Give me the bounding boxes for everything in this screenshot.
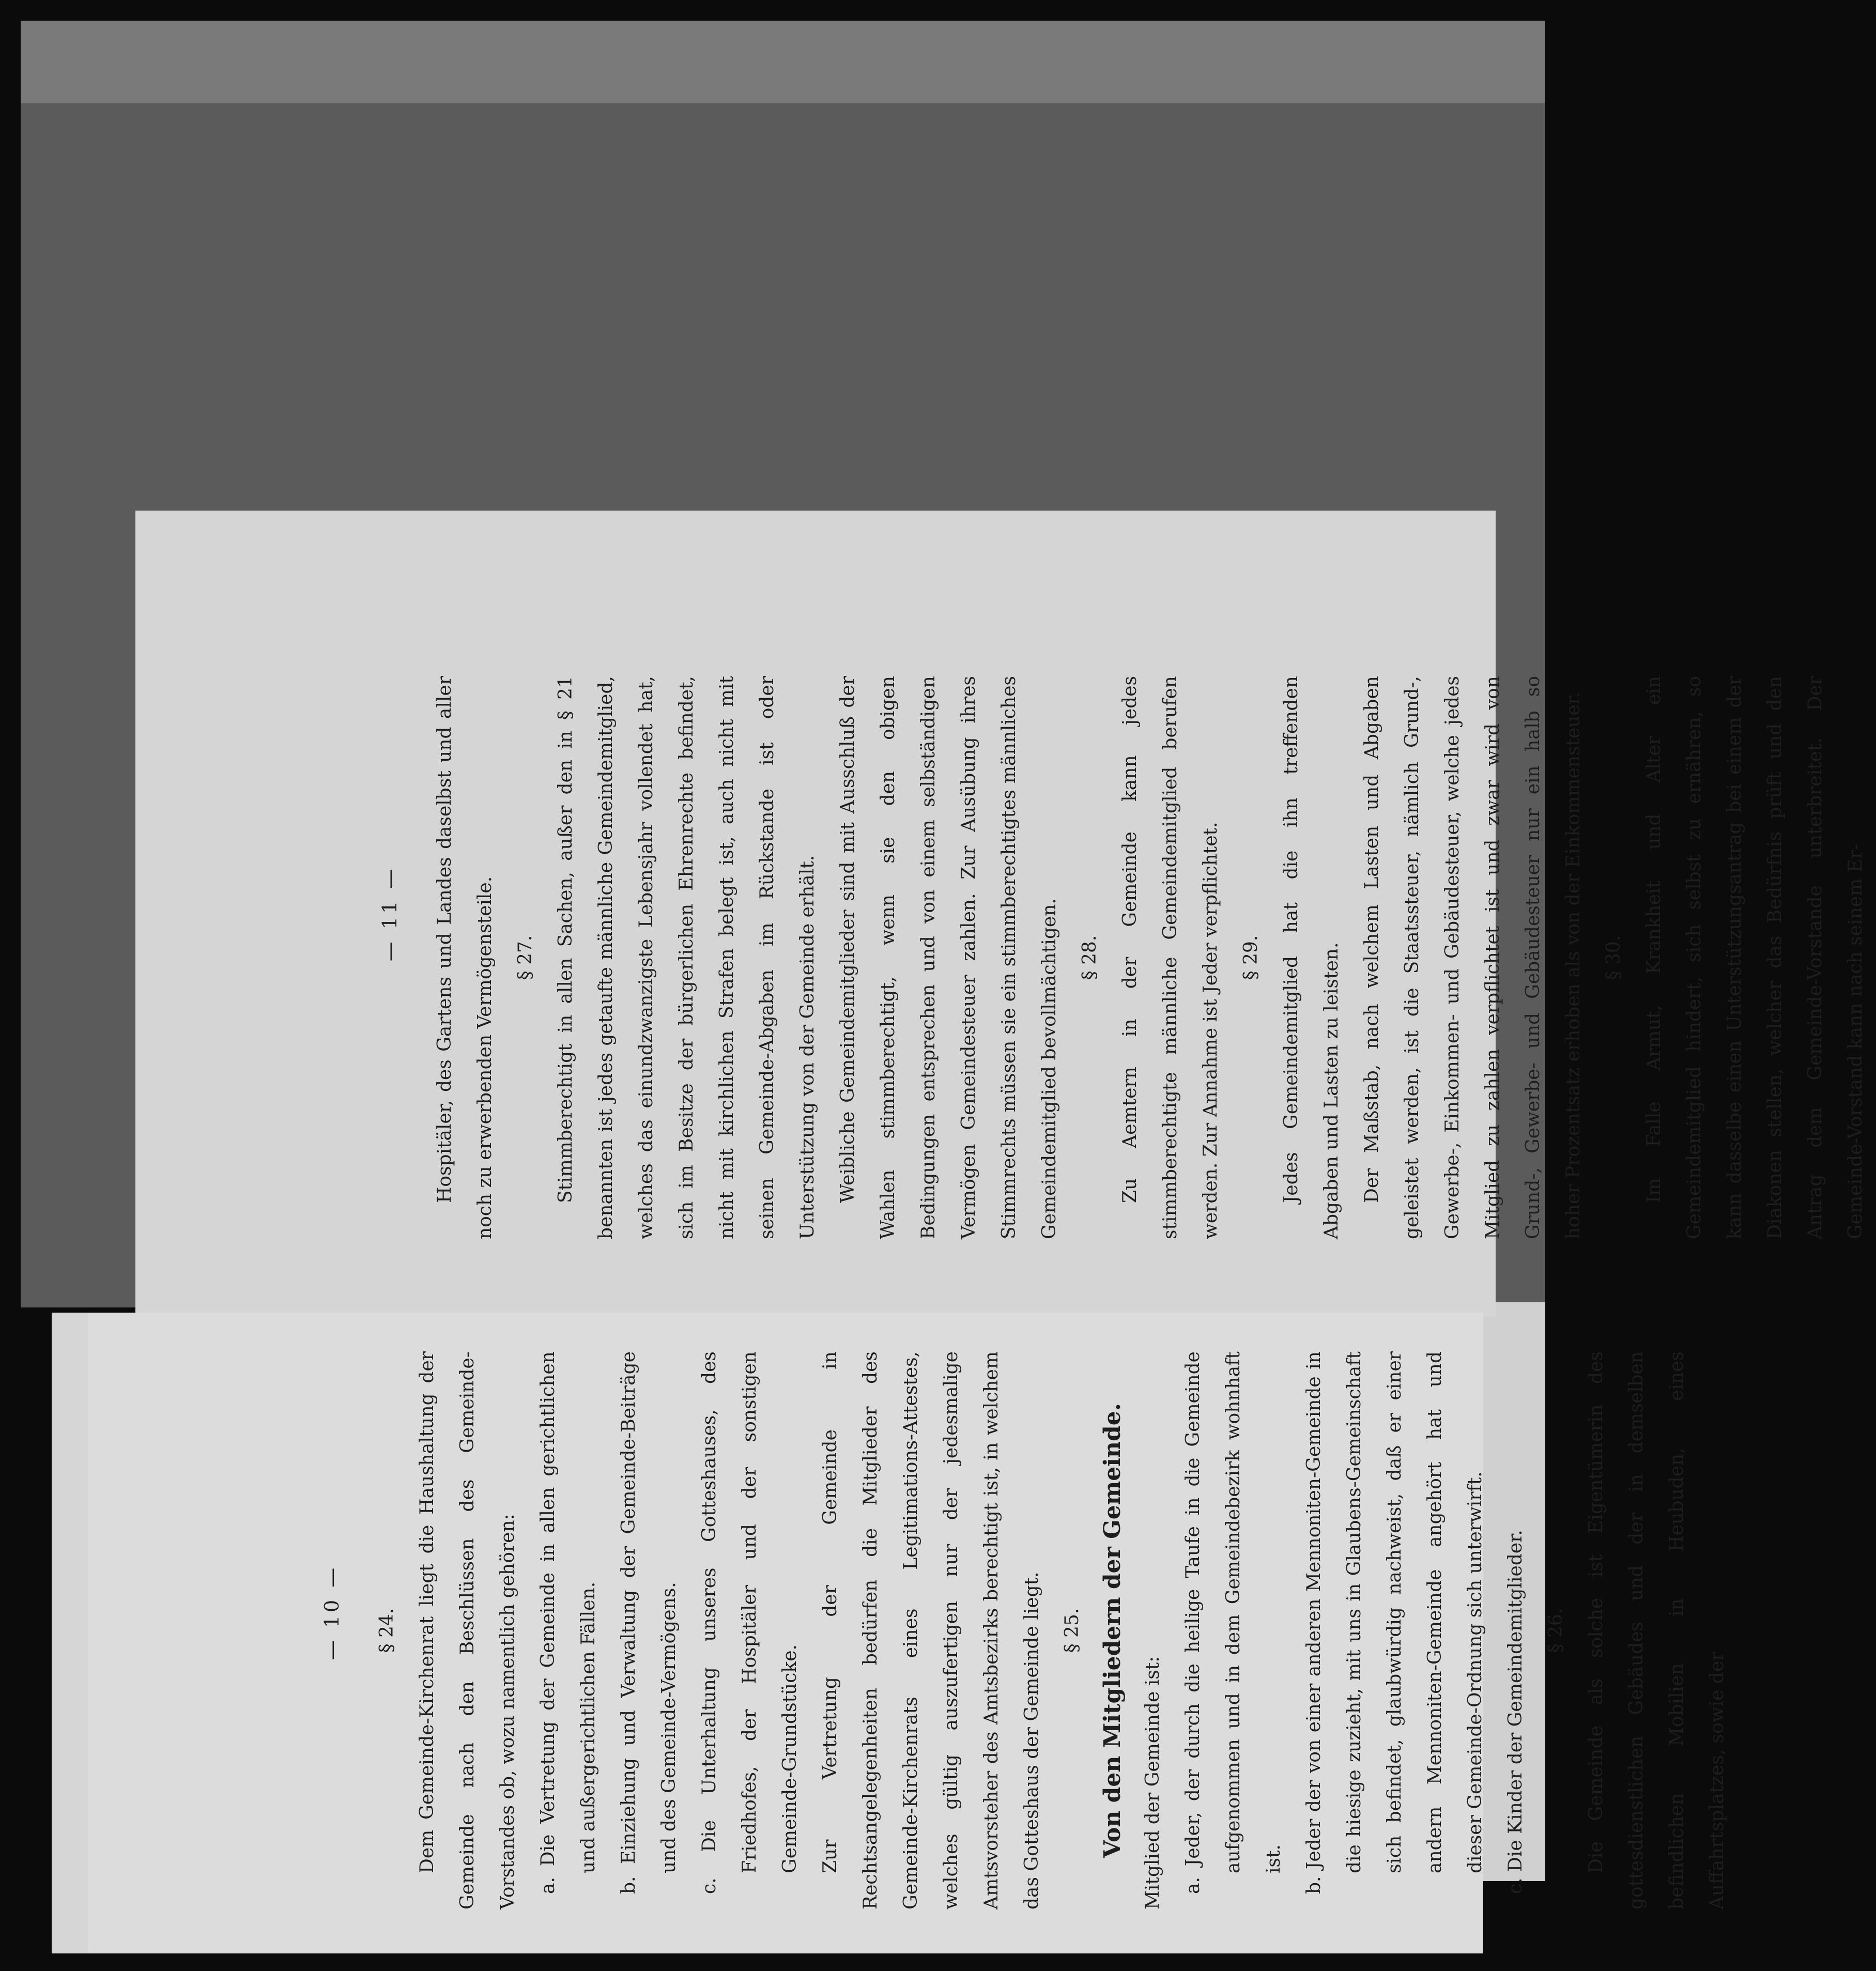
section-number: § 29. [1240,935,1262,980]
paragraph: Zur Vertretung der Gemeinde in Rechtsangelegenheiten bedürfen die Mitglieder des Gemeinde-Kirchenrats eines Legitimations-Attestes, welches gültig auszufertigen nur der jedesmalige Amtsvorsteher des Amtsbezirks berechtigt ist, in welchem das Gotteshaus der Gemeinde liegt. [820,1351,1042,1910]
paragraph: Der Maßstab, nach welchem Lasten und Abgaben geleistet werden, ist die Staatssteuer, nämlich Grund-, Gewerbe-, Einkommen- und Gebäudesteuer, welche jedes Mitglied zu zahlen verpflichtet ist und zwar wird von Grund-, Gewerbe- und Gebäudesteuer nur ein halb so hoher Prozentsatz erhoben als von der Einkommensteuer. [1361,676,1584,1239]
section-heading: Von den Mitgliedern der Gemeinde. [1099,1403,1126,1858]
section-number: § 26. [1545,1608,1566,1653]
page-11 [135,511,1866,1317]
paragraph: Die Gemeinde als solche ist Eigentümerin des gottesdienstlichen Gebäudes und der in demselben befindlichen Mobilien in Heubuden, eines Auffahrtsplatzes, sowie der [1586,1351,1728,1910]
list-item: a. Die Vertretung der Gemeinde in allen gerichtlichen und außergerichtlichen Fällen. [537,1351,599,1894]
page-10-text [367,1351,1737,1910]
paragraph: Jedes Gemeindemitglied hat die ihn treffenden Abgaben und Lasten zu leisten. [1281,676,1342,1239]
list-item: b. Jeder der von einer anderen Mennoniten-Gemeinde in die hiesige zuzieht, mit uns in Glaubens-Gemeinschaft sich befindet, glaubwürdig nachweist, daß er einer andern Mennoniten-Gemeinde angehört hat und dieser Gemeinde-Ordnung sich unterwirft. [1303,1351,1486,1894]
paragraph: Stimmberechtigt in allen Sachen, außer den in § 21 benannten ist jedes getaufte männliche Gemeindemitglied, welches das einundzwanzigste Lebensjahr vollendet hat, sich im Besitze der bürgerlichen Ehrenrechte befindet, nicht mit kirchlichen Strafen belegt ist, auch nicht mit seinen Gemeinde-Abgaben im Rückstande ist oder Unterstützung von der Gemeinde erhält. [555,676,818,1239]
list-item: a. Jeder, der durch die heilige Taufe in die Gemeinde aufgenommen und in dem Gemeindebezirk wohnhaft ist. [1182,1351,1284,1894]
section-number: § 25. [1062,1608,1083,1653]
paragraph: Weibliche Gemeindemitglieder sind mit Ausschluß der Wahlen stimmberechtigt, wenn sie den obigen Bedingungen entsprechen und von einem selbständigen Vermögen Gemeindesteuer zahlen. Zur Ausübung ihres Stimmrechts müssen sie ein stimmberechtigtes männliches Gemeindemitglied bevollmächtigen. [837,676,1060,1239]
page-10 [88,1313,1728,1953]
page-number: — 11 — [378,866,401,962]
list-item: b. Einziehung und Verwaltung der Gemeinde-Beiträge und des Gemeinde-Vermögens. [618,1351,680,1894]
list-item: c. Die Kinder der Gemeindemitglieder. [1505,1530,1526,1894]
page-11-text [425,676,1876,1239]
section-number: § 27. [515,935,536,980]
paragraph: Mitglied der Gemeinde ist: [1142,1656,1163,1910]
list-item: c. Die Unterhaltung unseres Gotteshauses, des Friedhofes, der Hospitäler und der sonstigen Gemeinde-Grundstücke. [699,1351,801,1894]
page-10-content [88,1313,1728,1953]
section-number: § 28. [1079,935,1100,980]
section-number: § 24. [376,1608,397,1653]
section-number: § 30. [1603,935,1624,980]
page-number: — 10 — [320,1564,343,1660]
paragraph: Hospitäler, des Gartens und Landes daselbst und aller noch zu erwerbenden Vermögensteile. [434,676,496,1239]
page-11-content [135,511,1866,1317]
paragraph: Zu Aemtern in der Gemeinde kann jedes stimmberechtigte männliche Gemeindemitglied berufen werden. Zur Annahme ist Jeder verpflichtet. [1119,676,1221,1239]
scanner-top-strip [21,21,1545,109]
paragraph: Dem Gemeinde-Kirchenrat liegt die Haushaltung der Gemeinde nach den Beschlüssen des Gemeinde-Vorstandes ob, wozu namentlich gehören: [417,1351,518,1910]
paragraph: Im Falle Armut, Krankheit und Alter ein Gemeindemitglied hindert, sich selbst zu ernähren, so kann dasselbe einen Unterstützungsantrag bei einem der Diakonen stellen, welcher das Bedürfnis prüft und den Antrag dem Gemeinde-Vorstande unterbreitet. Der Gemeinde-Vorstand kann nach seinem Er- [1643,676,1866,1239]
